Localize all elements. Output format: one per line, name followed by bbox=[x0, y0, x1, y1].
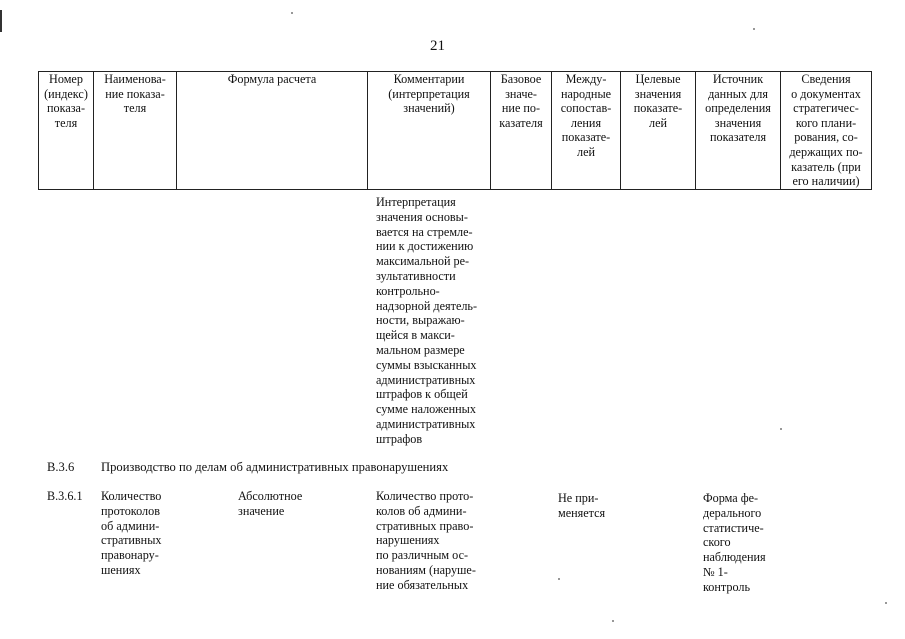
header-data-source: Источник данных для определения значения показателя bbox=[696, 72, 781, 190]
section-title: Производство по делам об административных правонарушениях bbox=[101, 460, 449, 474]
scan-speck bbox=[885, 602, 887, 604]
row-code: В.3.6.1 bbox=[47, 489, 83, 503]
row-data-source: Форма фе- дерального статистиче- ского наблюдения № 1- контроль bbox=[703, 491, 766, 594]
header-table bbox=[38, 71, 872, 190]
scan-speck bbox=[780, 428, 782, 430]
scan-speck bbox=[753, 28, 755, 30]
page-number: 21 bbox=[430, 38, 445, 54]
header-formula: Формула расчета bbox=[177, 72, 368, 190]
continuation-comment: Интерпретация значения основы- вается на стремле- нии к достижению максимальной ре- зультативности контрольно- надзорной деятель- ности, выражаю- щейся в макси- мальном размере суммы взысканных административных штрафов к общей сумме наложенных административных штрафов bbox=[376, 195, 478, 446]
row-international: Не при- меняется bbox=[558, 491, 606, 520]
header-row bbox=[39, 72, 872, 190]
scan-speck bbox=[558, 578, 560, 580]
header-strategic-docs: Сведения о документах стратегичес- кого плани- рования, со- держащих по- казатель (при его наличии) bbox=[781, 72, 872, 190]
row-formula: Абсолютное значение bbox=[238, 489, 303, 518]
header-base-value: Базовое значе- ние по- казателя bbox=[491, 72, 552, 190]
header-target-values: Целевые значения показате- лей bbox=[621, 72, 696, 190]
section-code: В.3.6 bbox=[47, 460, 75, 474]
header-comments: Комментарии (интерпретация значений) bbox=[368, 72, 491, 190]
scan-edge-mark bbox=[0, 10, 2, 32]
header-index: Номер (индекс) показа- теля bbox=[39, 72, 94, 190]
header-name: Наименова- ние показа- теля bbox=[94, 72, 177, 190]
header-international: Между- народные сопостав- ления показате- лей bbox=[552, 72, 621, 190]
row-indicator-name: Количество протоколов об админи- стративных правонару- шениях bbox=[101, 489, 162, 577]
row-comment: Количество прото- колов об админи- стративных право- нарушениях по различным ос- нованиям (наруше- ние обязательных bbox=[376, 489, 476, 592]
scan-speck bbox=[612, 620, 614, 622]
scan-speck bbox=[291, 12, 293, 14]
